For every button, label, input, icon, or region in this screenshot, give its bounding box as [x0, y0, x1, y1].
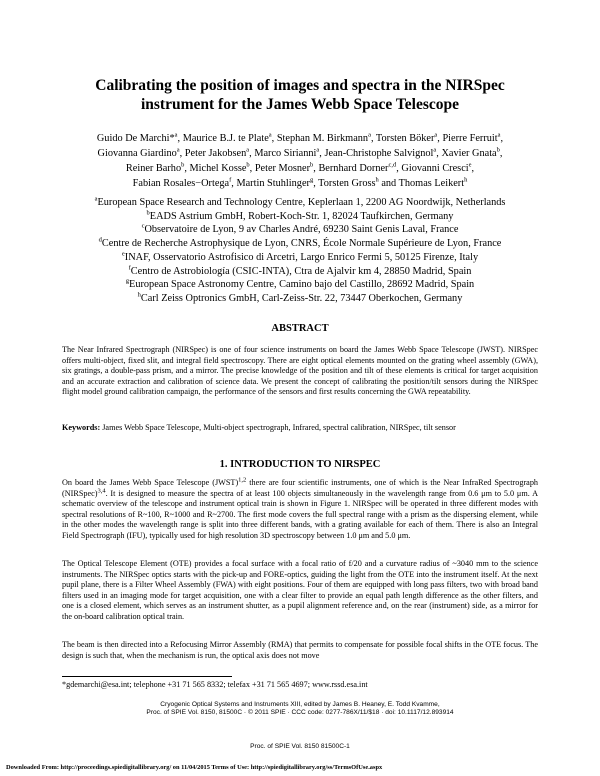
intro-paragraph-1 [62, 478, 538, 542]
author-affil-mark: a [368, 131, 371, 139]
author-affil-mark: h [375, 176, 379, 184]
author-affil-mark: a [497, 131, 501, 139]
keywords [62, 423, 538, 434]
keywords-label: Keywords: [62, 423, 101, 432]
author-affil-mark: a [434, 131, 438, 139]
footnote-divider [62, 676, 232, 677]
affiliation-item [30, 265, 570, 279]
affiliation-text: INAF, Osservatorio Astrofisico di Arcetri, Largo Enrico Fermi 5, 50125 Firenze, Italy [124, 251, 479, 263]
author-name: Bernhard Dorner [318, 163, 389, 174]
title-line-1: Calibrating the position of images and spectra in the NIRSpec [95, 77, 505, 94]
author-affil-mark: a [174, 131, 178, 139]
author-affil-mark: b [496, 146, 500, 154]
author-affil-mark: b [310, 161, 314, 169]
affiliation-text: Centro de Astrobiología (CSIC-INTA), Ctra de Ajalvir km 4, 28850 Madrid, Spain [130, 265, 472, 277]
author-name: Xavier Gnata [441, 148, 497, 159]
affiliation-mark: a [94, 195, 98, 203]
affiliation-mark: h [137, 291, 141, 299]
abstract-heading: ABSTRACT [271, 323, 329, 334]
author-name: Pierre Ferruit [442, 133, 498, 144]
author-affil-mark: a [268, 131, 272, 139]
intro-paragraph-2: The Optical Telescope Element (OTE) provides a focal surface with a focal ratio of f/20 and a curvature radius of ~3040 mm to the science instruments. The NIRSpec optics starts with the pick-up and FORE-optics, guiding the light from the OTE into the instrument itself. At the next pupil plane, there is a Filter Wheel Assembly (FWA) with eight positions. Four of them are equipped with long pass filters, two with broad band filters used in an imaging mode for target acquisition, one with a clear filter to provide an equal path length difference as the other filters, and one is a closed element, which serves as an instrument shutter, as a pupil alignment reference and, on the rear (instrument) side, as a mirror for the on-board calibration optical train. [62, 559, 538, 621]
abstract-text: The Near Infrared Spectrograph (NIRSpec) is one of four science instruments on board the James Webb Space Telescope (JWST). NIRSpec offers multi-object, fixed slit, and integral field spectroscopy. There are eight optical elements mounted on the grating wheel assembly (GWA), six gratings, a double-pass prism, and a mirror. The precise knowledge of the position and tilt of these elements is critical for target acquisition and an accurate extraction and calibration of science data. We present the concept of calibrating the position/tilt sensors during the NIRSpec flight model ground calibration campaign, the performance of the sensors and first results concerning the GWA repeatability. [62, 345, 538, 397]
author-name: Torsten Böker [375, 133, 435, 144]
title-line-2: instrument for the James Webb Space Telescope [140, 96, 460, 113]
affiliation-mark: g [125, 277, 130, 285]
author-name: Jean-Christophe Salvignol [324, 148, 434, 159]
affiliation-text: European Space Astronomy Centre, Camino bajo del Castillo, 28692 Madrid, Spain [129, 279, 475, 291]
author-name: Torsten Gross [318, 178, 376, 189]
paragraph-text: On board the James Webb Space Telescope (JWST) [62, 478, 239, 487]
affiliation-mark: d [98, 236, 102, 244]
author-line-3: Reiner Barho$^b$, Michel Kosse$^b$, Peter Mosner$^b$, Bernhard Dorner$^{c,d}$, Giovanni Cresci$^e$, [125, 161, 475, 174]
affiliation-text: Observatoire de Lyon, 9 av Charles André, 69230 Saint Genis Laval, France [144, 224, 459, 236]
affiliation-mark: e [121, 250, 125, 258]
proceedings-line-1: Cryogenic Optical Systems and Instruments XIII, edited by James B. Heaney, E. Todd Kvamme, [160, 701, 440, 708]
author-name: Maurice B.J. te Plate [182, 133, 269, 144]
author-name: Michel Kosse [189, 163, 247, 174]
affiliation-mark: c [141, 222, 145, 230]
author-affil-mark: a [176, 146, 180, 154]
affiliation-mark: f [128, 264, 131, 272]
affiliation-item [30, 196, 570, 210]
author-affil-mark: b [246, 161, 250, 169]
page-number: Proc. of SPIE Vol. 8150 81500C-1 [250, 743, 350, 750]
paragraph-text: there are four scientific instruments, one of which is the Near InfraRed Spectrograph (NIRSpec) [62, 478, 539, 498]
citation-mark: 3,4 [97, 486, 106, 494]
author-name: Stephan M. Birkmann [276, 133, 369, 144]
author-affil-mark: c,d [388, 161, 397, 169]
author-affil-mark: b [181, 161, 185, 169]
affiliation-item [30, 223, 570, 237]
author-affil-mark: h [464, 176, 468, 184]
author-name: Marco Sirianni [254, 148, 317, 159]
intro-paragraph-3: The beam is then directed into a Refocusing Mirror Assembly (RMA) that permits to compensate for possible focal shifts in the OTE focus. The design is such that, when the mechanism is run, the optical axis does not move [62, 640, 538, 660]
affiliation-item [30, 210, 570, 224]
affiliation-item [30, 278, 570, 292]
author-affil-mark: a [433, 146, 437, 154]
affiliation-text: Centre de Recherche Astrophysique de Lyon, CNRS, École Normale Supérieure de Lyon, France [101, 238, 502, 250]
affiliation-item [30, 251, 570, 265]
citation-mark: 1,2 [238, 476, 247, 484]
author-name: Fabian Rosales−Ortega [132, 178, 230, 189]
affiliation-list [30, 196, 570, 306]
affiliation-text: European Space Research and Technology Centre, Keplerlaan 1, 2200 AG Noordwijk, Netherlands [97, 197, 506, 208]
author-name: Martin Stuhlinger [236, 178, 310, 189]
affiliation-item [30, 292, 570, 306]
download-notice: Downloaded From: http://proceedings.spiedigitallibrary.org/ on 11/04/2015 Terms of Use: http://spiedigitallibrary.org/ss/TermsOfUse.aspx [6, 764, 383, 771]
author-affil-mark: f [229, 176, 232, 184]
author-list [30, 131, 570, 191]
author-name: Guido De Marchi* [96, 133, 175, 144]
corresponding-author-footnote: *gdemarchi@esa.int; telephone +31 71 565 8332; telefax +31 71 565 4697; www.rssd.esa.int [62, 680, 368, 689]
author-line-4: Fabian Rosales−Ortega$^f$, Martin Stuhlinger$^g$, Torsten Gross$^h$ and Thomas Leikert$^h$ [132, 176, 468, 189]
affiliation-text: Carl Zeiss Optronics GmbH, Carl-Zeiss-Str. 22, 73447 Oberkochen, Germany [140, 292, 463, 304]
author-name: Giovanna Giardino [97, 148, 177, 159]
affiliation-item [30, 237, 570, 251]
section-heading-introduction: 1. INTRODUCTION TO NIRSPEC [219, 459, 381, 470]
paragraph-text: . It is designed to measure the spectra of at least 100 objects simultaneously in the wavelength range from 0.6 μm to 5.0 μm. A schematic overview of the telescope and instrument optical train is shown in Figure 1. NIRSpec will be operated in three different modes with spectral resolutions of R~100, R~1000 and R~2700. The first mode covers the full spectral range with a prism as the dispersing element, while in the other modes the wavelength range is split into three different bands, with a grating available for each of them. There is also an Integral Field Spectrograph (IFU), typically used for high resolution 3D spectroscopy between 1.0 μm and 5.0 μm. [62, 488, 538, 540]
author-affil-mark: a [246, 146, 250, 154]
proceedings-line-2: Proc. of SPIE Vol. 8150, 81500C · © 2011 SPIE · CCC code: 0277-786X/11/$18 · doi: 10.1117/12.893914 [146, 709, 454, 716]
author-name: and Thomas Leikert [381, 178, 465, 189]
author-name: Giovanni Cresci [401, 163, 469, 174]
keywords-text: James Webb Space Telescope, Multi-object spectrograph, Infrared, spectral calibration, NIRSpec, tilt sensor [102, 423, 456, 432]
author-line-2: Giovanna Giardino$^a$, Peter Jakobsen$^a$, Marco Sirianni$^a$, Jean-Christophe Salvignol$^a$, Xavier Gnata$^b$, [97, 146, 503, 159]
affiliation-text: EADS Astrium GmbH, Robert-Koch-Str. 1, 82024 Taufkirchen, Germany [149, 210, 454, 222]
proceedings-citation [0, 701, 600, 717]
author-affil-mark: g [309, 176, 314, 184]
author-name: Peter Mosner [254, 163, 311, 174]
author-affil-mark: a [316, 146, 320, 154]
paper-title [40, 76, 560, 114]
author-name: Peter Jakobsen [184, 148, 247, 159]
affiliation-mark: b [146, 209, 150, 217]
author-line-1: Guido De Marchi*$^a$, Maurice B.J. te Plate$^a$, Stephan M. Birkmann$^a$, Torsten Böker$^a$, Pierre Ferruit$^a$, [96, 131, 504, 144]
author-name: Reiner Barho [125, 163, 182, 174]
author-affil-mark: e [468, 161, 472, 169]
